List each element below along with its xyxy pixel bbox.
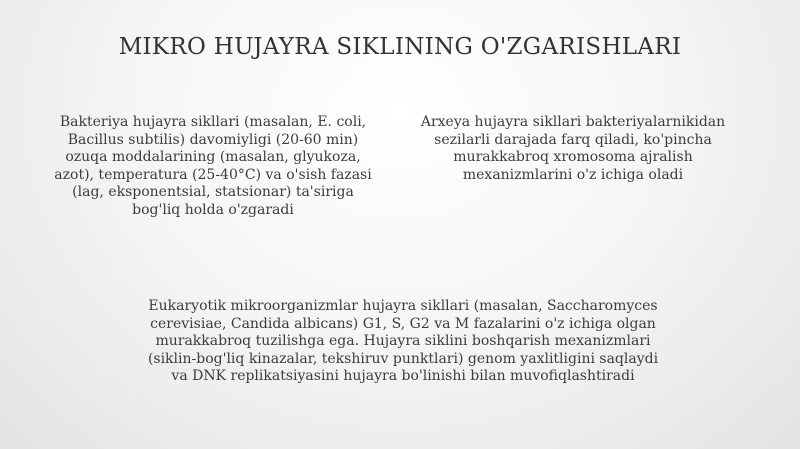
archaea-cycle-paragraph: Arxeya hujayra sikllari bakteriyalarnikidan sezilarli darajada farq qiladi, ko'pincha murakkabroq xromosoma ajralish mexanizmlarini o'z ichiga oladi — [420, 114, 726, 183]
bacteria-cycle-paragraph: Bakteriya hujayra sikllari (masalan, E. coli, Bacillus subtilis) davomiyligi (20-60 min) ozuqa moddalarining (masalan, glyukoza, azot), temperatura (25-40°C) va o'sish fazasi (lag, eksponentsial, statsionar) ta'siriga bog'liq holda o'zgaradi — [54, 114, 372, 218]
eukaryote-cycle-paragraph: Eukaryotik mikroorganizmlar hujayra sikllari (masalan, Saccharomyces cerevisiae, Candida albicans) G1, S, G2 va M fazalarini o'z ichiga olgan murakkabroq tuzilishga ega. Hujayra siklini boshqarish mexanizmlari (siklin-bog'liq kinazalar, tekshiruv punktlari) genom yaxlitligini saqlaydi va DNK replikatsiyasini hujayra bo'linishi bilan muvofiqlashtiradi — [147, 298, 659, 384]
slide-title: MIKRO HUJAYRA SIKLINING O'ZGARISHLARI — [118, 34, 682, 60]
